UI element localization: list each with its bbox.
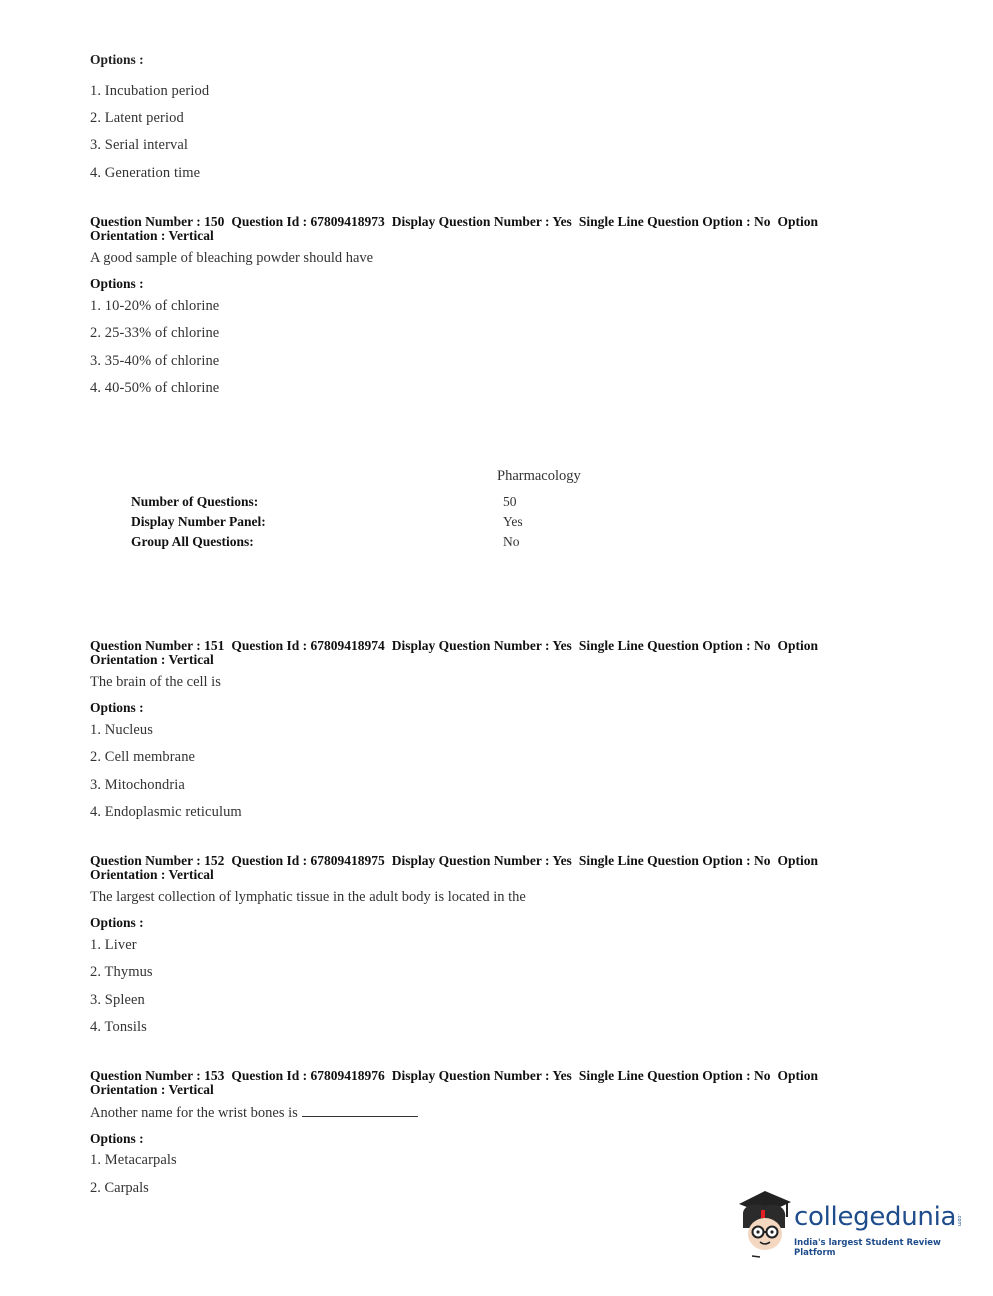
option-item: 2. 25-33% of chlorine	[90, 325, 220, 341]
question-header: Question Number : 151 Question Id : 67809418974 Display Question Number : Yes Single Line Question Option : No Option Orientation : Vertical	[90, 638, 818, 667]
mascot-icon	[735, 1188, 793, 1258]
question-header: Question Number : 150 Question Id : 67809418973 Display Question Number : Yes Single Line Question Option : No Option Orientation : Vertical	[90, 214, 818, 243]
options-label-cut: Options :	[90, 52, 144, 67]
option-item: 1. Nucleus	[90, 722, 154, 738]
question-text: A good sample of bleaching powder should have	[90, 250, 374, 266]
option-item: 3. Mitochondria	[90, 777, 185, 793]
option-item-cut: 2. Carpals	[90, 1180, 149, 1196]
option-item: 2. Cell membrane	[90, 749, 196, 765]
collegedunia-logo	[735, 1188, 965, 1260]
logo-suffix: .com	[956, 1214, 962, 1227]
question-text: Another name for the wrist bones is	[90, 1104, 418, 1122]
option-item: 3. 35-40% of chlorine	[90, 353, 220, 369]
option-item: 1. 10-20% of chlorine	[90, 298, 220, 314]
option-item: 1. Incubation period	[90, 83, 210, 99]
option-item: 4. Generation time	[90, 165, 201, 181]
question-text: The largest collection of lymphatic tissue in the adult body is located in the	[90, 889, 526, 905]
options-label: Options :	[90, 276, 144, 291]
section-key: Number of Questions:	[131, 494, 259, 509]
option-item: 4. Endoplasmic reticulum	[90, 804, 242, 820]
option-item: 4. 40-50% of chlorine	[90, 380, 220, 396]
answer-blank	[302, 1104, 418, 1117]
option-item: 1. Metacarpals	[90, 1152, 177, 1168]
options-label: Options :	[90, 915, 144, 930]
question-header: Question Number : 152 Question Id : 67809418975 Display Question Number : Yes Single Line Question Option : No Option Orientation : Vertical	[90, 853, 818, 882]
logo-wordmark: collegedunia	[794, 1202, 957, 1232]
option-item: 3. Spleen	[90, 992, 145, 1008]
option-item: 4. Tonsils	[90, 1019, 147, 1035]
options-label: Options :	[90, 700, 144, 715]
options-label: Options :	[90, 1131, 144, 1146]
section-value: No	[503, 534, 520, 549]
section-title: Pharmacology	[497, 468, 581, 484]
logo-tagline: India's largest Student Review Platform	[794, 1238, 941, 1258]
option-item: 1. Liver	[90, 937, 137, 953]
section-value: Yes	[503, 514, 523, 529]
option-item: 2. Thymus	[90, 964, 153, 980]
section-value: 50	[503, 494, 517, 509]
section-key: Group All Questions:	[131, 534, 254, 549]
option-item: 2. Latent period	[90, 110, 184, 126]
question-text: The brain of the cell is	[90, 674, 221, 690]
option-item: 3. Serial interval	[90, 137, 189, 153]
question-header: Question Number : 153 Question Id : 67809418976 Display Question Number : Yes Single Line Question Option : No Option Orientation : Vertical	[90, 1068, 818, 1097]
section-key: Display Number Panel:	[131, 514, 266, 529]
